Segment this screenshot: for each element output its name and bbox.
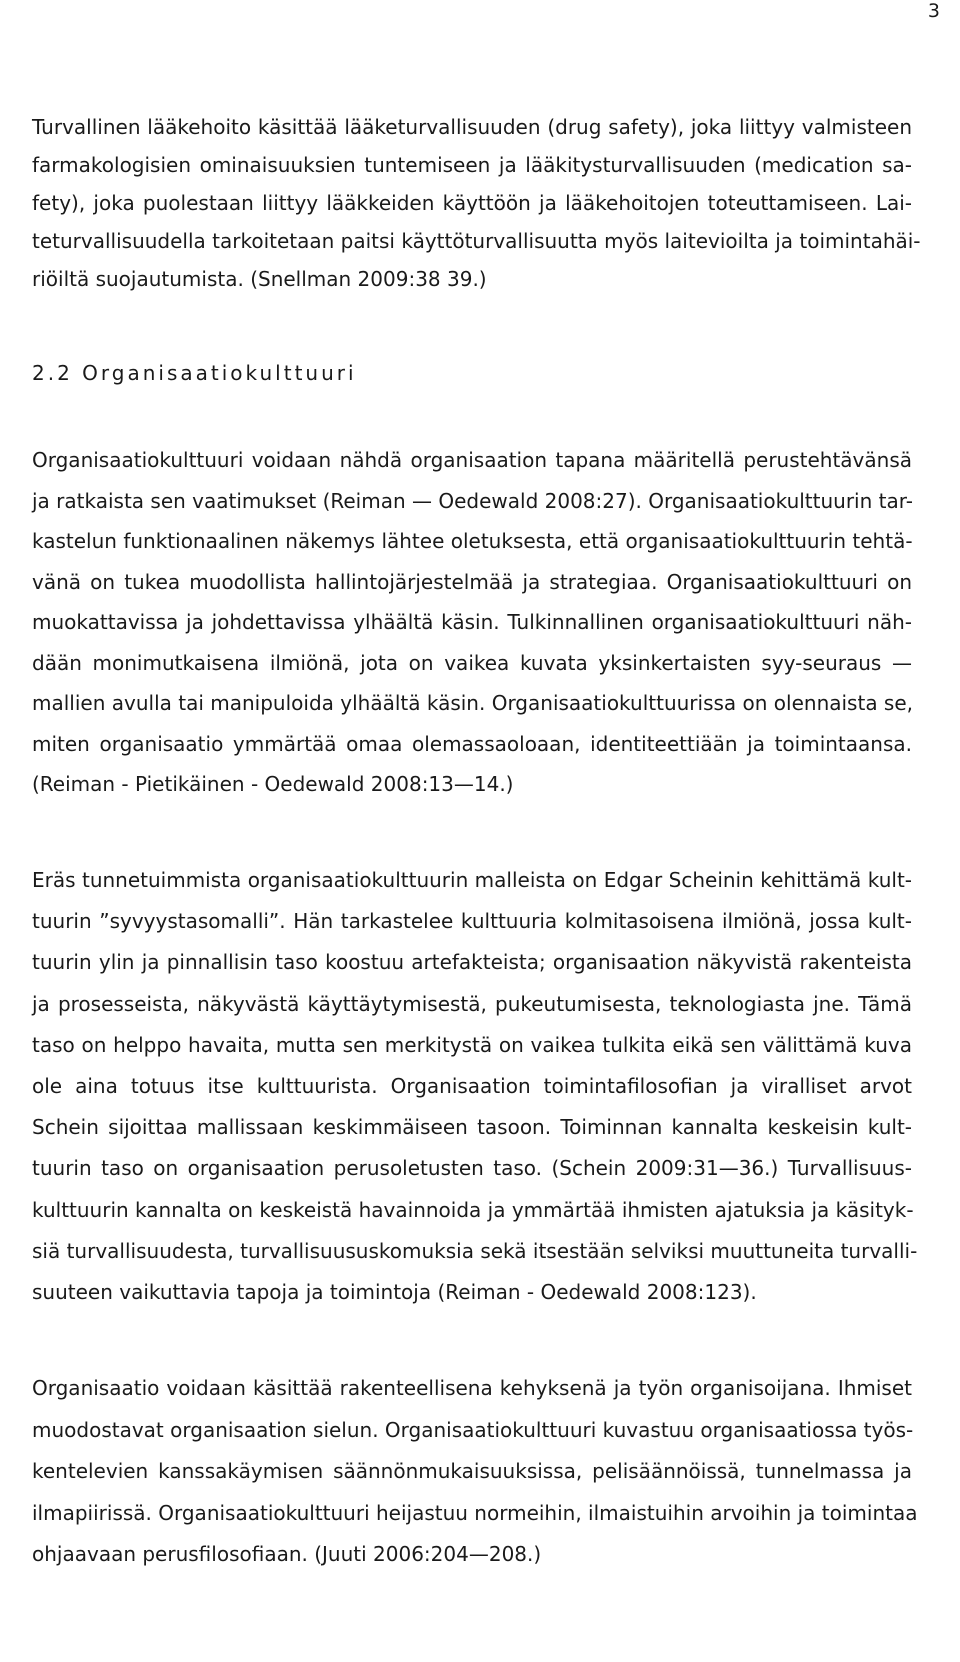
text-line: mallien avulla tai manipuloida ylhäältä käsin. Organisaatiokulttuurissa on olennaista se, [32,691,914,715]
text-line: kastelun funktionaalinen näkemys lähtee oletuksesta, että organisaatiokulttuurin tehtä- [32,529,913,553]
text-line: (Reiman - Pietikäinen - Oedewald 2008:13—14.) [32,772,514,796]
paragraph-drug-safety [32,108,921,298]
text-line: miten organisaatio ymmärtää omaa olemassaoloaan, identiteettiään ja toimintaansa. [32,731,912,756]
text-line: vänä on tukea muodollista hallintojärjestelmää ja strategiaa. Organisaatiokulttuuri on [32,569,912,594]
text-line: taso on helppo havaita, mutta sen merkitystä on vaikea tulkita eikä sen välittämä kuva [32,1032,912,1057]
text-line: ja ratkaista sen vaatimukset (Reiman — Oedewald 2008:27). Organisaatiokulttuurin tar- [32,488,913,513]
text-line: muodostavat organisaation sielun. Organisaatiokulttuuri kuvastuu organisaatiossa työs- [32,1417,914,1442]
text-line: ilmapiirissä. Organisaatiokulttuuri heijastuu normeihin, ilmaistuihin arvoihin ja toimintaa [32,1500,918,1525]
text-line: ohjaavaan perusfilosofiaan. (Juuti 2006:204—208.) [32,1542,542,1566]
paragraph-organisation-framework [32,1368,918,1576]
text-line: ja prosesseista, näkyvästä käyttäytymisestä, pukeutumisesta, teknologiasta jne. Tämä [32,991,912,1016]
text-line: ole aina totuus itse kulttuurista. Organisaation toimintafilosofian ja viralliset arvot [32,1074,912,1099]
text-line: Organisaatio voidaan käsittää rakenteellisena kehyksenä ja työn organisoijana. Ihmiset [32,1376,912,1400]
text-line: muokattavissa ja johdettavissa ylhäältä käsin. Tulkinnallinen organisaatiokulttuuri näh- [32,610,912,634]
text-line: tuurin taso on organisaation perusoletusten taso. (Schein 2009:31—36.) Turvallisuus- [32,1156,912,1181]
paragraph-organisational-culture [32,440,912,805]
text-line: suuteen vaikuttavia tapoja ja toimintoja (Reiman - Oedewald 2008:123). [32,1280,757,1305]
text-line: Eräs tunnetuimmista organisaatiokulttuurin malleista on Edgar Scheinin kehittämä kult- [32,868,912,892]
text-line: fety), joka puolestaan liittyy lääkkeiden käyttöön ja lääkehoitojen toteuttamiseen. Lai- [32,191,912,215]
text-line: Organisaatiokulttuuri voidaan nähdä organisaation tapana määritellä perustehtävänsä [32,448,912,472]
text-line: farmakologisien ominaisuuksien tuntemiseen ja lääkitysturvallisuuden (medication sa- [32,153,912,177]
text-line: riöiltä suojautumista. (Snellman 2009:38 39.) [32,267,487,291]
text-line: Turvallinen lääkehoito käsittää lääketurvallisuuden (drug safety), joka liittyy valmisteen [32,115,912,139]
text-line: kulttuurin kannalta on keskeistä havainnoida ja ymmärtää ihmisten ajatuksia ja käsityk- [32,1197,914,1222]
text-line: siä turvallisuudesta, turvallisuususkomuksia sekä itsestään selviksi muuttuneita turvalli- [32,1238,918,1263]
text-line: dään monimutkaisena ilmiönä, jota on vaikea kuvata yksinkertaisten syy-seuraus — [32,650,912,675]
text-line: teturvallisuudella tarkoitetaan paitsi käyttöturvallisuutta myös laitevioilta ja toimintahäi- [32,229,921,253]
text-line: tuurin ”syvyystasomalli”. Hän tarkastelee kulttuuria kolmitasoisena ilmiönä, jossa kult- [32,909,912,934]
text-line: tuurin ylin ja pinnallisin taso koostuu artefakteista; organisaation näkyvistä rakenteista [32,950,912,975]
text-line: Schein sijoittaa mallissaan keskimmäiseen tasoon. Toiminnan kannalta keskeisin kult- [32,1115,912,1140]
section-heading: 2.2 Organisaatiokulttuuri [32,361,357,385]
paragraph-schein-model [32,860,918,1313]
page-number: 3 [927,0,940,22]
text-line: kentelevien kanssakäymisen säännönmukaisuuksissa, pelisäännöissä, tunnelmassa ja [32,1459,912,1483]
